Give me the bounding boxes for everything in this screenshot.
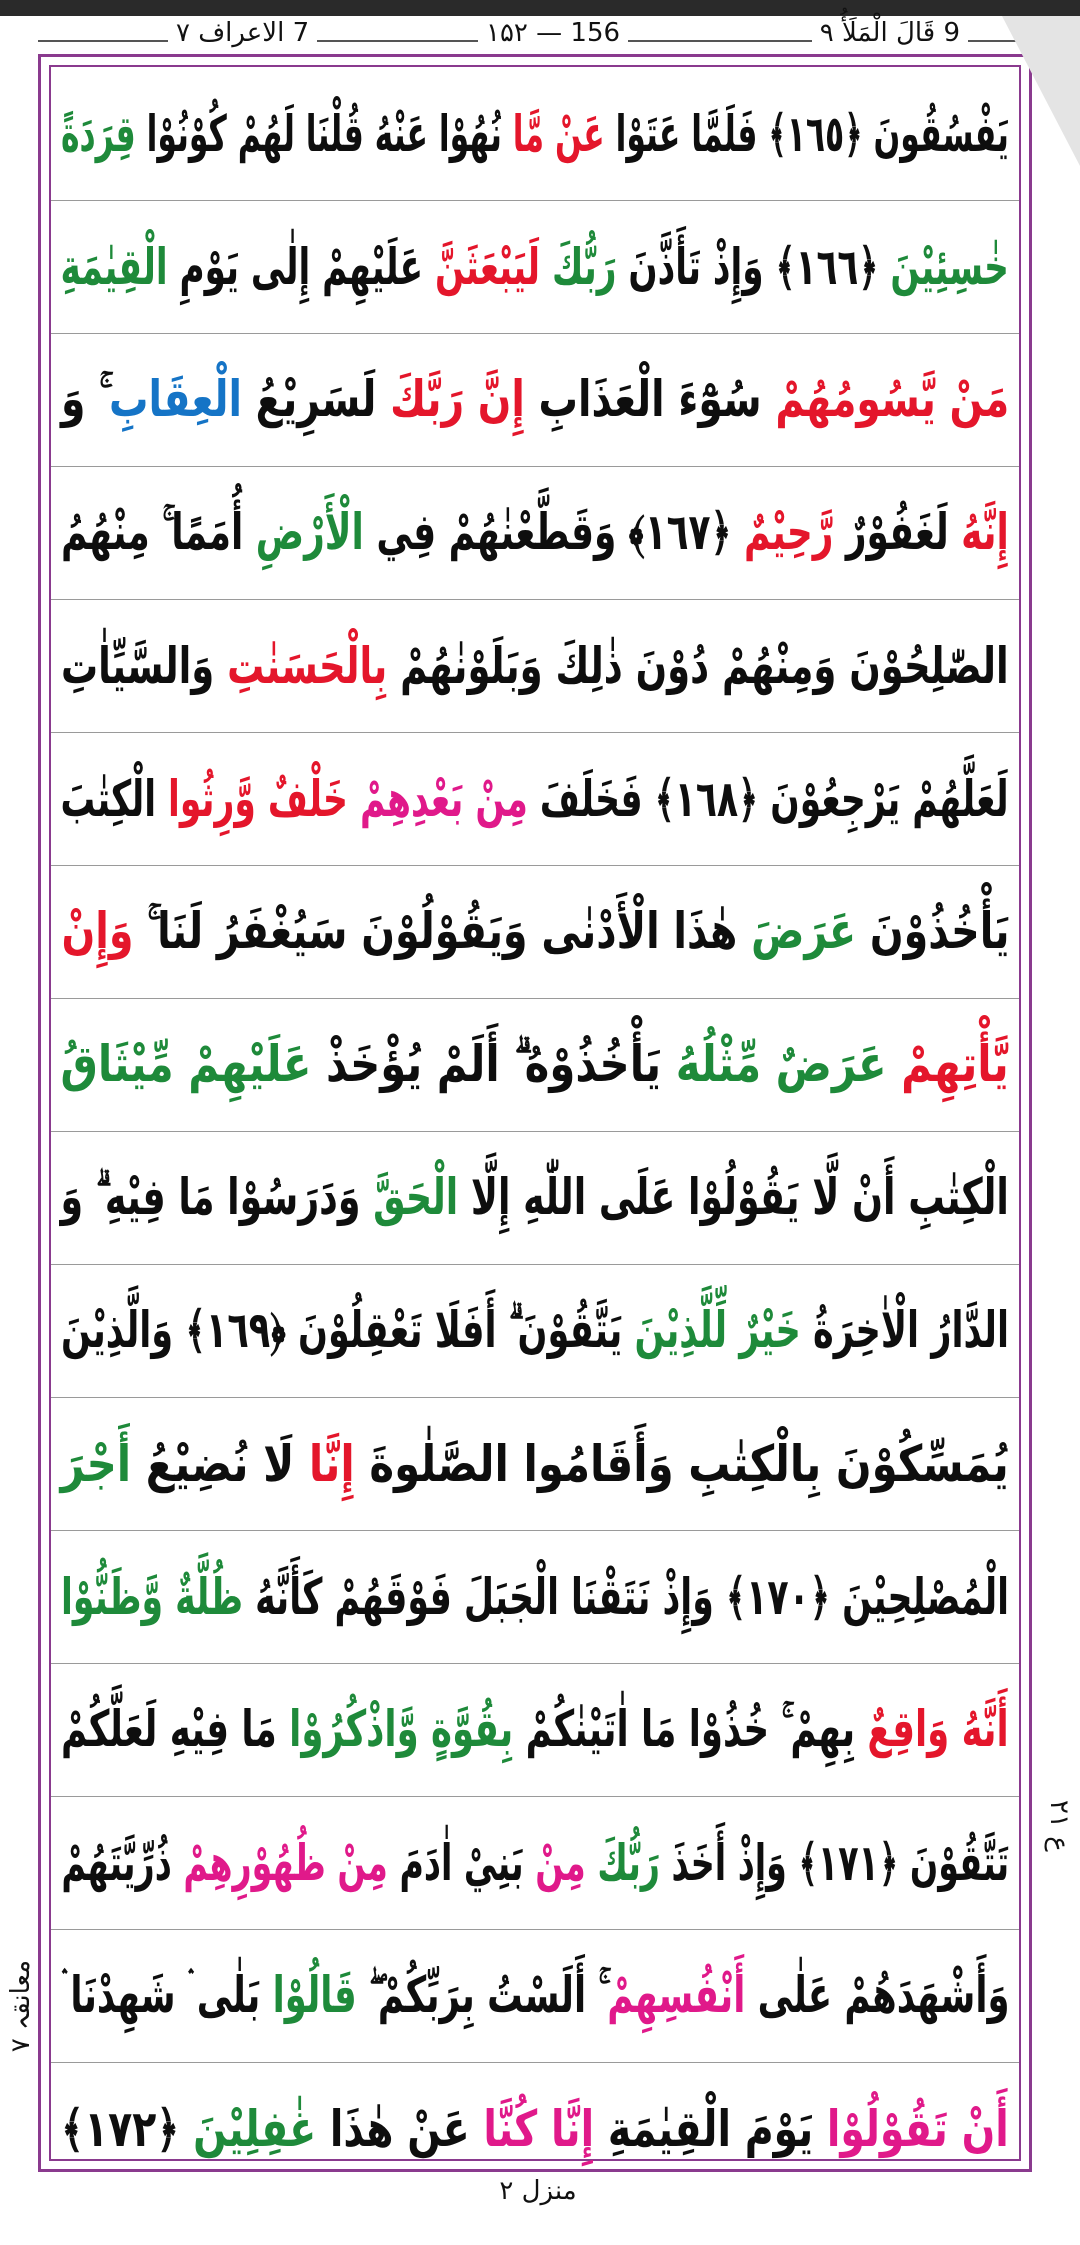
tajweed-segment: إِنَّا كُنَّا	[483, 2099, 595, 2158]
page-number: ۱۵۲ — 156	[478, 18, 628, 48]
tajweed-segment: ظُلَّةٌ وَّظَنُّوْا	[60, 1567, 244, 1626]
tajweed-segment: بِقُوَّةٍ وَّاذْكُرُوْا	[289, 1700, 514, 1758]
verse-line-text	[61, 1966, 1009, 2025]
tajweed-segment: رَبُّكَ	[597, 1833, 660, 1892]
tajweed-segment: خَلْفٌ وَّرِثُوا	[168, 769, 349, 828]
verse-line-text	[61, 1568, 1009, 1626]
verse-line	[51, 1530, 1019, 1664]
tajweed-segment: الْمُصْلِحِيْنَ ﴿١٧٠﴾ وَإِذْ نَتَقْنَا الْجَبَلَ فَوْقَهُمْ كَأَنَّهُ	[243, 1567, 1010, 1626]
tajweed-segment: أُمَمًا ۚ مِنْهُمُ	[61, 503, 256, 561]
status-bar	[0, 0, 1080, 16]
tajweed-segment: لَعَلَّهُمْ يَرْجِعُوْنَ ﴿١٦٨﴾ فَخَلَفَ	[528, 769, 1010, 828]
verse-line	[51, 466, 1019, 600]
mushaf-page	[38, 16, 1038, 2216]
tajweed-segment: يَأْخُذُوْنَ	[855, 902, 1009, 960]
verse-line	[51, 1929, 1019, 2063]
tajweed-segment: قَالُوْا	[272, 1966, 357, 2024]
tajweed-segment: إِنَّهُ	[961, 503, 1009, 561]
tajweed-segment: خَيْرٌ لِّلَّذِيْنَ	[634, 1301, 801, 1359]
verse-line-text	[61, 1435, 1009, 1493]
tajweed-segment: رَّحِيْمٌ	[744, 503, 834, 561]
verse-line	[51, 1131, 1019, 1265]
tajweed-segment: مِنْ ظُهُوْرِهِمْ	[183, 1833, 388, 1892]
tajweed-segment: يَأْخُذُوْهُ ۗ أَلَمْ يُؤْخَذْ	[311, 1035, 677, 1093]
tajweed-segment: وَإِنْ	[61, 902, 134, 960]
tajweed-segment: الْأَرْضِ	[255, 503, 364, 561]
tajweed-segment: عَنْ مَّا	[512, 104, 605, 163]
verse-line	[51, 1796, 1019, 1930]
verse-line	[51, 67, 1019, 201]
verse-line-text	[61, 1700, 1009, 1759]
tajweed-segment: الْحَقَّ	[373, 1168, 459, 1226]
verse-line-text	[61, 238, 1009, 296]
tajweed-segment: عَرَضَ	[750, 902, 856, 960]
tajweed-segment: لَا نُضِيْعُ	[131, 1434, 310, 1493]
verse-lines	[49, 65, 1021, 2161]
verse-line	[51, 200, 1019, 334]
tajweed-segment: بَنِيْ اٰدَمَ	[387, 1833, 535, 1892]
verse-line	[51, 865, 1019, 999]
tajweed-segment: ﴿١٦٦﴾ وَإِذْ تَأَذَّنَ	[616, 237, 891, 296]
ruku-marker: ع ٢١	[1044, 1800, 1074, 1852]
verse-line	[51, 1663, 1019, 1797]
tajweed-segment: أَجْرَ	[60, 1434, 132, 1493]
mu-anaqah-marker: معانقہ ۷	[6, 1960, 36, 2053]
tajweed-segment: نُهُوْا عَنْهُ قُلْنَا لَهُمْ كُوْنُوْا	[135, 104, 513, 163]
tajweed-segment: وَدَرَسُوْا مَا فِيْهِ ۗ وَ	[60, 1168, 374, 1226]
tajweed-segment: الْكِتٰبِ أَنْ لَّا يَقُوْلُوْا عَلَى اللّٰهِ إِلَّا	[458, 1168, 1010, 1226]
tajweed-segment: عَرَضٌ مِّثْلُهُ	[676, 1035, 887, 1093]
tajweed-segment: ﴿١٧٢﴾	[61, 2099, 194, 2158]
tajweed-segment: مَا فِيْهِ لَعَلَّكُمْ	[61, 1700, 290, 1758]
tajweed-segment: خٰسِئِيْنَ	[890, 237, 1010, 296]
verse-line-text	[61, 503, 1009, 562]
verse-line-text	[61, 105, 1009, 163]
tajweed-segment: عَلَيْهِمْ مِّيْثَاقُ	[60, 1035, 312, 1093]
tajweed-segment: لَيَبْعَثَنَّ	[435, 237, 541, 296]
tajweed-segment: مَنْ يَّسُومُهُمْ	[775, 370, 1010, 428]
surah-name: 7 الاعراف ۷	[168, 18, 317, 48]
tajweed-segment: وَالسَّيِّاٰتِ	[61, 636, 228, 695]
tajweed-segment: بَلٰى ۛ شَهِدْنَا ۛ	[60, 1966, 273, 2024]
tajweed-segment	[887, 1035, 902, 1093]
tajweed-segment: وَأَشْهَدَهُمْ عَلٰى	[744, 1966, 1009, 2024]
verse-line-text	[61, 370, 1009, 429]
verse-line-text	[61, 902, 1009, 961]
tajweed-segment: يَتَّقُوْنَ ۗ أَفَلَا تَعْقِلُوْنَ ﴿١٦٩﴾ وَالَّذِيْنَ	[60, 1301, 635, 1359]
tajweed-segment: هٰذَا الْأَدْنٰى وَيَقُوْلُوْنَ سَيُغْفَرُ لَنَا ۚ	[133, 902, 751, 960]
tajweed-segment: يَفْسُقُونَ ﴿١٦٥﴾ فَلَمَّا عَتَوْا	[604, 104, 1009, 163]
tajweed-segment: يَوْمَ الْقِيٰمَةِ	[594, 2099, 828, 2158]
tajweed-segment: إِنَّا	[309, 1434, 356, 1493]
tajweed-segment: ۚ وَ	[60, 370, 109, 428]
tajweed-segment: مِنْ	[534, 1833, 586, 1892]
tajweed-segment: غٰفِلِيْنَ	[193, 2099, 317, 2158]
tajweed-segment	[348, 770, 360, 828]
verse-line-text	[61, 637, 1009, 695]
tajweed-segment: لَسَرِيْعُ	[241, 370, 390, 428]
manzil-label: منزل ٢	[499, 2176, 577, 2206]
tajweed-segment: لَغَفُوْرٌ	[833, 503, 962, 561]
tajweed-segment: ۚ أَلَسْتُ بِرَبِّكُمْ ۖ	[356, 1966, 607, 2024]
tajweed-segment: رَبُّكَ	[552, 237, 617, 296]
tajweed-segment: يُمَسِّكُوْنَ بِالْكِتٰبِ وَأَقَامُوا الصَّلٰوةَ	[355, 1434, 1010, 1493]
verse-line-text	[61, 770, 1009, 828]
tajweed-segment: الدَّارُ الْاٰخِرَةُ	[800, 1301, 1009, 1359]
tajweed-segment: يَّأْتِهِمْ	[901, 1035, 1010, 1093]
verse-line-text	[61, 1035, 1009, 1094]
verse-line-text	[61, 1168, 1009, 1227]
verse-line-text	[61, 1301, 1009, 1360]
tajweed-segment: بِهِمْ ۚ خُذُوْا مَا اٰتَيْنٰكُمْ	[513, 1700, 868, 1758]
text-frame	[38, 54, 1032, 2172]
verse-line	[51, 998, 1019, 1132]
tajweed-segment: إِنَّ رَبَّكَ	[389, 370, 525, 428]
tajweed-segment: الصّٰلِحُوْنَ وَمِنْهُمْ دُوْنَ ذٰلِكَ وَبَلَوْنٰهُمْ	[387, 636, 1009, 695]
verse-line	[51, 1264, 1019, 1398]
tajweed-segment: الْقِيٰمَةِ	[60, 237, 168, 296]
tajweed-segment	[585, 1834, 597, 1892]
tajweed-segment: تَتَّقُوْنَ ﴿١٧١﴾ وَإِذْ أَخَذَ	[659, 1833, 1009, 1892]
verse-line	[51, 333, 1019, 467]
page-header	[38, 16, 1038, 54]
verse-line	[51, 732, 1019, 866]
tajweed-segment: ذُرِّيَّتَهُمْ	[61, 1833, 184, 1892]
verse-line-text	[61, 2100, 1009, 2158]
tajweed-segment: الْكِتٰبَ	[60, 769, 169, 828]
verse-line	[51, 599, 1019, 733]
tajweed-segment: عَلَيْهِمْ إِلٰى يَوْمِ	[167, 237, 436, 296]
tajweed-segment: بِالْحَسَنٰتِ	[227, 636, 388, 695]
tajweed-segment: الْعِقَابِ	[108, 370, 242, 428]
tajweed-segment: أَنَّهُ وَاقِعٌ	[867, 1700, 1009, 1758]
juz-name: 9 قَالَ الْمَلَأُ ۹	[812, 18, 968, 48]
tajweed-segment	[540, 238, 552, 296]
tajweed-segment: مِنْ بَعْدِهِمْ	[360, 769, 529, 828]
tajweed-segment: سُوْٓءَ الْعَذَابِ	[524, 370, 776, 428]
tajweed-segment: أَنْ تَقُوْلُوْا	[827, 2099, 1009, 2158]
tajweed-segment: قِرَدَةً	[61, 104, 136, 163]
tajweed-segment: عَنْ هٰذَا	[316, 2099, 484, 2158]
verse-line-text	[61, 1834, 1009, 1892]
verse-line	[51, 1397, 1019, 1531]
tajweed-segment: أَنْفُسِهِمْ	[606, 1966, 745, 2024]
tajweed-segment: ﴿١٦٧﴾ وَقَطَّعْنٰهُمْ فِي	[363, 503, 745, 561]
